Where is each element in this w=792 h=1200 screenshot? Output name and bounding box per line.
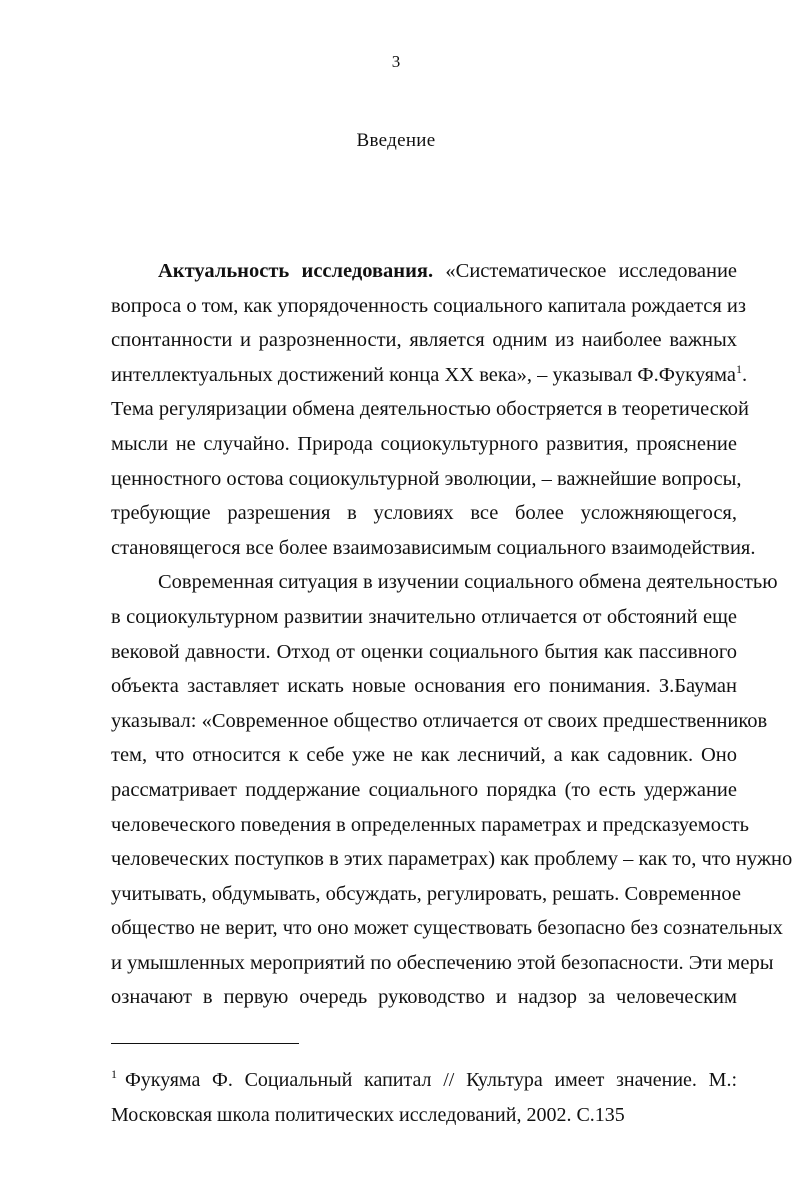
paragraph-1-line-8: требующие разрешения в условиях все более усложняющегося, — [111, 502, 737, 525]
footnote-mark: 1 — [111, 1067, 117, 1082]
paragraph-1-line-9: становящегося все более взаимозависимым социального взаимодействия. — [111, 536, 756, 559]
paragraph-2-line-1: Современная ситуация в изучении социального обмена деятельностью — [158, 571, 778, 594]
paragraph-2-line-7: рассматривает поддержание социального порядка (то есть удержание — [111, 778, 737, 801]
body-text — [111, 254, 792, 1015]
paragraph-1-line-4 — [111, 358, 748, 393]
page-number: 3 — [391, 52, 401, 71]
paragraph-1-line-1 — [111, 254, 737, 289]
paragraph-2-line-12: и умышленных мероприятий по обеспечению этой безопасности. Эти меры — [111, 951, 774, 974]
section-heading: Введение — [356, 130, 436, 151]
paragraph-2-line-9: человеческих поступков в этих параметрах) как проблему – как то, что нужно — [111, 848, 792, 871]
paragraph-1-line-1-rest: «Систематическое исследование — [445, 260, 738, 282]
bold-term-research: исследования. — [301, 260, 434, 282]
paragraph-2-line-2: в социокультурном развитии значительно отличается от обстояний еще — [111, 605, 737, 628]
footnote-line-1-text: Фукуяма Ф. Социальный капитал // Культура имеет значение. М.: — [125, 1069, 737, 1091]
paragraph-2-line-3: вековой давности. Отход от оценки социального бытия как пассивного — [111, 640, 737, 663]
paragraph-2-line-11: общество не верит, что оно может существовать безопасно без сознательных — [111, 917, 783, 940]
footnote-reference[interactable]: 1 — [735, 361, 742, 376]
footnote-line-1 — [111, 1063, 737, 1098]
paragraph-2-line-4: объекта заставляет искать новые основания его понимания. З.Бауман — [111, 675, 737, 698]
paragraph-2-line-8: человеческого поведения в определенных параметрах и предсказуемость — [111, 813, 749, 836]
paragraph-2-line-6: тем, что относится к себе уже не как лесничий, а как садовник. Оно — [111, 744, 737, 767]
paragraph-2-line-10: учитывать, обдумывать, обсуждать, регулировать, решать. Современное — [111, 882, 742, 905]
paragraph-1-line-6: мысли не случайно. Природа социокультурного развития, прояснение — [111, 432, 737, 455]
paragraph-2-line-13: означают в первую очередь руководство и надзор за человеческим — [111, 986, 737, 1009]
paragraph-1-line-4-end: . — [741, 363, 748, 386]
paragraph-1-line-4-text: интеллектуальных достижений конца XX века», – указывал Ф.Фукуяма — [111, 363, 736, 386]
bold-term-relevance: Актуальность — [158, 260, 290, 282]
paragraph-1-line-5: Тема регуляризации обмена деятельностью обостряется в теоретической — [111, 398, 749, 421]
paragraph-1-line-7: ценностного остова социокультурной эволюции, – важнейшие вопросы, — [111, 467, 742, 490]
paragraph-1-line-2: вопроса о том, как упорядоченность социального капитала рождается из — [111, 294, 746, 317]
paragraph-2-line-5: указывал: «Современное общество отличается от своих предшественников — [111, 709, 768, 732]
paragraph-1-line-3: спонтанности и разрозненности, является одним из наиболее важных — [111, 329, 737, 352]
footnote-line-2: Московская школа политических исследований, 2002. С.135 — [111, 1104, 625, 1126]
footnote-separator — [111, 1043, 299, 1044]
footnote — [111, 1063, 737, 1133]
